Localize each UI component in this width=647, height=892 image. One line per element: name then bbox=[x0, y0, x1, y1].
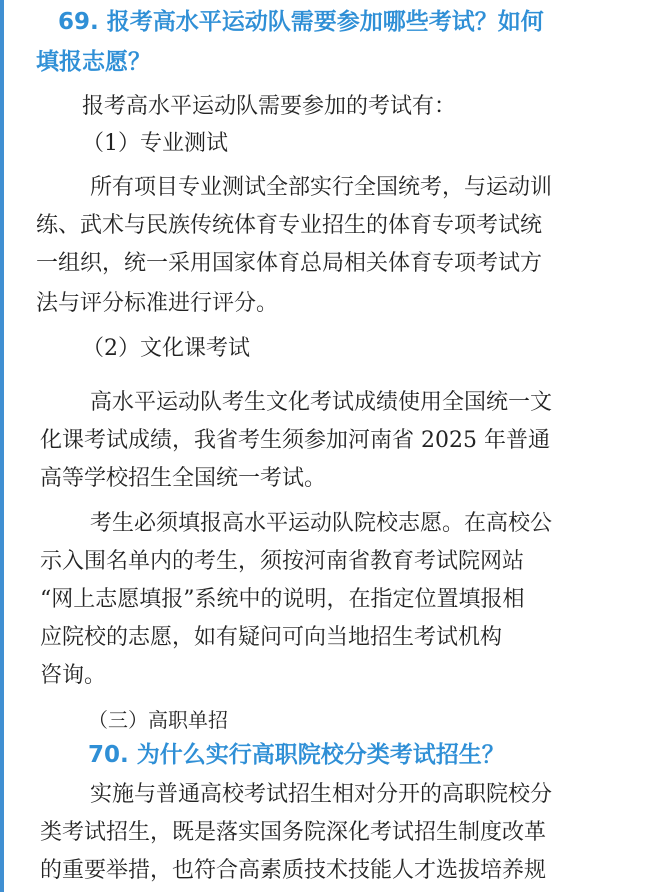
answer70-line-3: 的重要举措，也符合高素质技术技能人才选拔培养规 bbox=[40, 858, 547, 883]
section2-line-2: 化课考试成绩，我省考生须参加河南省 2025 年普通 bbox=[40, 428, 550, 453]
question-70-heading bbox=[88, 741, 505, 769]
answer70-line-1: 实施与普通高校考试招生相对分开的高职院校分 bbox=[90, 782, 553, 807]
intro-text: 报考高水平运动队需要参加的考试有： bbox=[82, 94, 457, 119]
question-69-title-line1: 报考高水平运动队需要参加哪些考试？如何 bbox=[106, 9, 544, 35]
part3-heading: （三）高职单招 bbox=[88, 708, 228, 732]
answer70-line-2: 类考试招生，既是落实国务院深化考试招生制度改革 bbox=[40, 820, 547, 845]
section2-line-3: 高等学校招生全国统一考试。 bbox=[40, 466, 327, 491]
question-70-number: 70. bbox=[88, 742, 129, 768]
section1-line-1: 所有项目专业测试全部实行全国统考，与运动训 bbox=[90, 175, 553, 200]
volunteer-line-5: 咨询。 bbox=[40, 663, 107, 688]
question-69-number: 69. bbox=[58, 9, 99, 35]
section1-line-3: 一组织，统一采用国家体育总局相关体育专项考试方 bbox=[36, 251, 543, 276]
section1-heading: （1）专业测试 bbox=[82, 131, 228, 156]
section1-line-4: 法与评分标准进行评分。 bbox=[36, 291, 279, 316]
volunteer-line-3: “网上志愿填报”系统中的说明，在指定位置填报相 bbox=[40, 587, 525, 612]
volunteer-line-1: 考生必须填报高水平运动队院校志愿。在高校公 bbox=[90, 511, 553, 536]
volunteer-line-2: 示入围名单内的考生，须按河南省教育考试院网站 bbox=[40, 549, 525, 574]
question-69-heading bbox=[58, 8, 544, 36]
section2-line-1: 高水平运动队考生文化考试成绩使用全国统一文 bbox=[90, 390, 553, 415]
section2-heading: （2）文化课考试 bbox=[82, 336, 250, 361]
section1-line-2: 练、武术与民族传统体育专业招生的体育专项考试统 bbox=[36, 213, 543, 238]
question-69-title-line2: 填报志愿？ bbox=[36, 49, 151, 75]
volunteer-line-4: 应院校的志愿，如有疑问可向当地招生考试机构 bbox=[40, 625, 503, 650]
question-70-title: 为什么实行高职院校分类考试招生？ bbox=[136, 742, 505, 768]
